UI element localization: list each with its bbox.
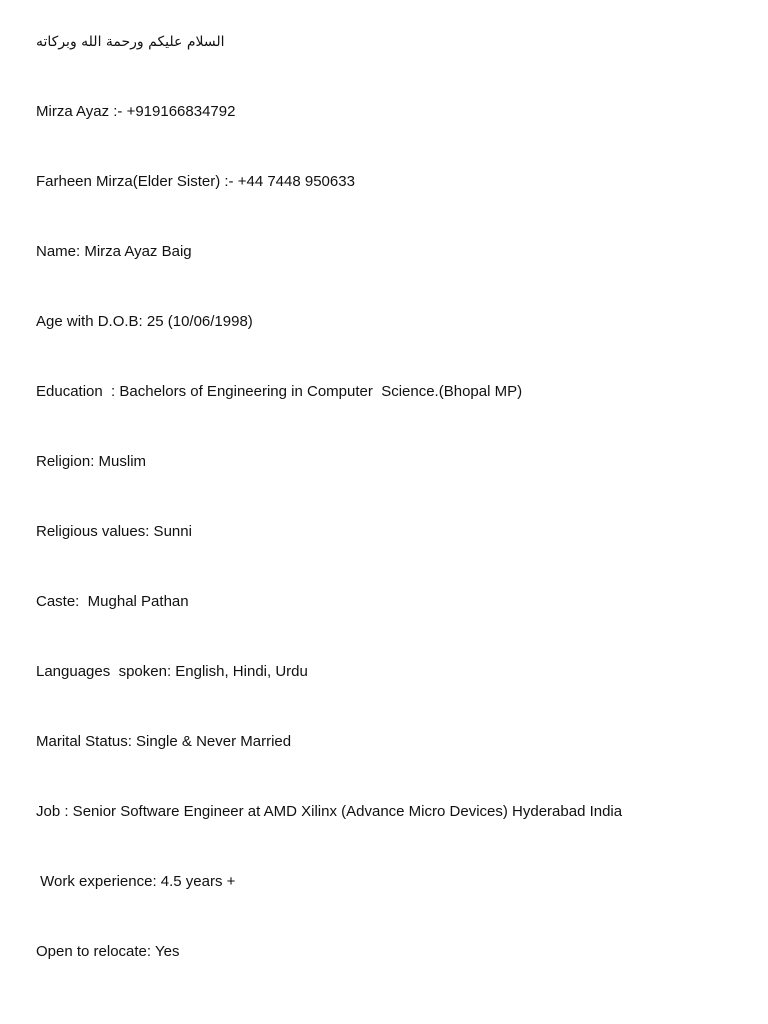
- name-line: Name: Mirza Ayaz Baig: [36, 243, 192, 260]
- work-experience-line: Work experience: 4.5 years +: [36, 873, 236, 890]
- religion-line: Religion: Muslim: [36, 453, 147, 470]
- contact-self-line: Mirza Ayaz :- +919166834792: [36, 103, 236, 120]
- caste-line: Caste: Mughal Pathan: [36, 593, 189, 610]
- relocate-line: Open to relocate: Yes: [36, 943, 180, 960]
- job-line: Job : Senior Software Engineer at AMD Xilinx (Advance Micro Devices) Hyderabad India: [36, 803, 623, 820]
- religious-values-line: Religious values: Sunni: [36, 523, 192, 540]
- marital-status-line: Marital Status: Single & Never Married: [36, 733, 292, 750]
- age-line: Age with D.O.B: 25 (10/06/1998): [36, 313, 253, 330]
- education-line: Education : Bachelors of Engineering in Computer Science.(Bhopal MP): [36, 383, 523, 400]
- languages-line: Languages spoken: English, Hindi, Urdu: [36, 663, 308, 680]
- contact-sister-line: Farheen Mirza(Elder Sister) :- +44 7448 950633: [36, 173, 355, 190]
- greeting-text: السلام عليكم ورحمة الله وبركاته: [36, 34, 225, 50]
